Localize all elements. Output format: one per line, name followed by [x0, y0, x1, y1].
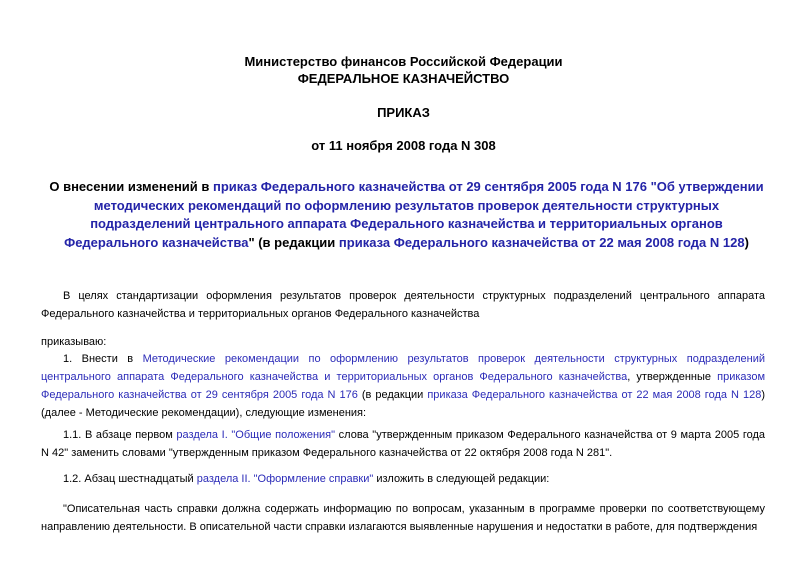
item-1-1-suffix: слова "утвержденным приказом Федерального казначейства от 9 марта 2005 года N 42" заменить словами "утвержденным приказом Федерального казначейства от 22 октября 2008 года N 281". — [41, 429, 766, 459]
item-1-mid1: , утвержденные — [627, 371, 718, 383]
item-1-2-suffix: изложить в следующей редакции: — [373, 473, 550, 485]
item-1-2-prefix: 1.2. Абзац шестнадцатый — [63, 473, 197, 485]
document-type: ПРИКАЗ — [377, 105, 430, 120]
link-order-176[interactable]: приказом Федерального казначейства от 29 сентября 2005 года N 176 — [41, 371, 766, 401]
item-1-prefix: 1. Внести в — [63, 353, 143, 365]
item-1-1-paragraph — [41, 426, 765, 462]
title-link-order-176[interactable]: приказ Федерального казначейства от 29 сентября 2005 года N 176 "Об утверждении методических рекомендаций по оформлению результатов проверок деятельности структурных подразделений центрального аппарата Федерального казначейства и территориальных органов Федерального казначейства — [64, 179, 764, 250]
title-middle: " (в редакции — [248, 234, 339, 250]
link-section-1[interactable]: раздела I. "Общие положения" — [176, 429, 336, 441]
document-date-number: от 11 ноября 2008 года N 308 — [311, 138, 496, 153]
title-link-order-128[interactable]: приказа Федерального казначейства от 22 мая 2008 года N 128 — [338, 234, 745, 250]
link-order-128[interactable]: приказа Федерального казначейства от 22 мая 2008 года N 128 — [427, 389, 762, 401]
title-prefix: О внесении изменений в — [49, 179, 214, 194]
ministry-name: Министерство финансов Российской Федерации — [244, 54, 563, 69]
link-methodical-recommendations[interactable]: Методические рекомендации по оформлению результатов проверок деятельности структурных подразделений центрального аппарата Федерального казначейства и территориальных органов Федерального казначейства — [41, 353, 765, 383]
item-1-mid2: (в редакции — [357, 389, 428, 401]
item-1-1-prefix: 1.1. В абзаце первом — [63, 429, 177, 441]
link-section-2[interactable]: раздела II. "Оформление справки" — [196, 473, 374, 485]
orders-word: приказываю: — [41, 336, 107, 348]
quote-paragraph: "Описательная часть справки должна содержать информацию по вопросам, указанным в программе проверки по соответствующему направлению деятельности. В описательной части справки излагаются выявленные нарушения и недостатки в работе, для подтверждения — [41, 503, 765, 533]
document-title — [44, 178, 769, 252]
intro-paragraph: В целях стандартизации оформления результатов проверок деятельности структурных подразделений центрального аппарата Федерального казначейства и территориальных органов Федерального казначейства — [41, 290, 765, 320]
item-1-suffix: ) (далее - Методические рекомендации), следующие изменения: — [41, 389, 765, 419]
title-suffix: ) — [744, 234, 749, 250]
agency-name: ФЕДЕРАЛЬНОЕ КАЗНАЧЕЙСТВО — [297, 71, 510, 86]
item-1-paragraph — [41, 350, 765, 422]
item-1-2-paragraph — [41, 470, 765, 488]
